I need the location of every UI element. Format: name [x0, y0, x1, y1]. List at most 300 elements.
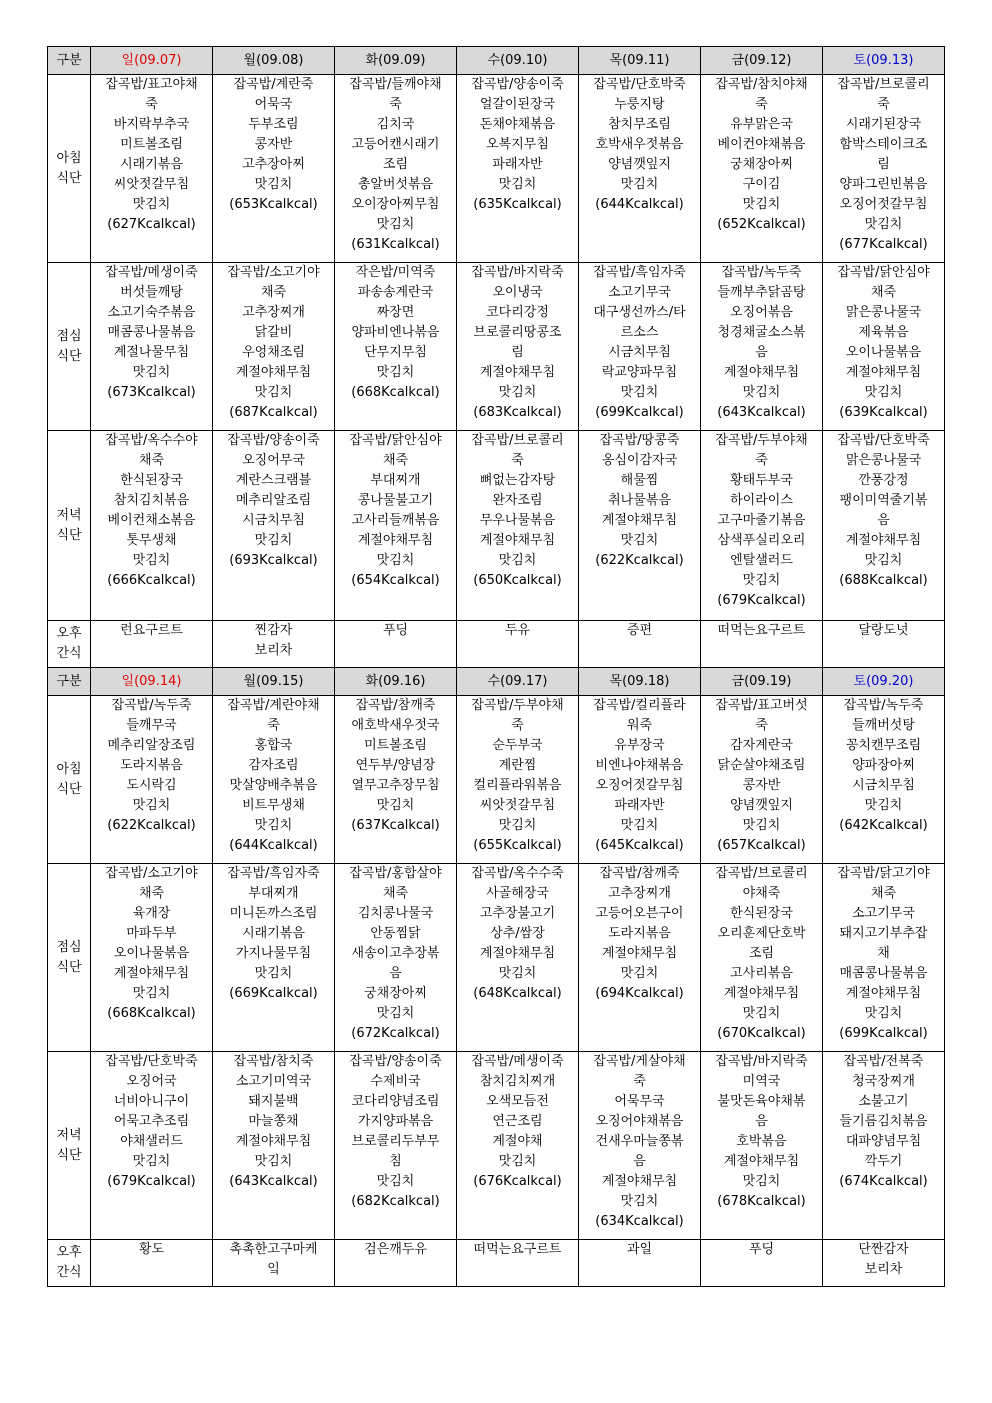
menu-item: 잡곡밥/옥수수죽	[471, 866, 564, 881]
day-header: 일(09.07)	[91, 47, 213, 75]
menu-item: 맛김치	[254, 177, 293, 192]
breakfast-cell	[701, 75, 823, 263]
dinner-cell	[335, 1052, 457, 1240]
menu-item: 죽	[755, 453, 768, 468]
menu-item: 총알버섯볶음	[357, 177, 434, 192]
menu-item: 잡곡밥/땅콩죽	[599, 433, 680, 448]
menu-item: 떠먹는요구르트	[717, 623, 806, 638]
meal-label-line: 오후	[56, 1245, 82, 1260]
dinner-cell	[823, 1052, 945, 1240]
snack-row	[48, 621, 945, 668]
lunch-cell	[701, 263, 823, 431]
menu-item: 잡곡밥/참깨죽	[355, 698, 436, 713]
menu-item: 계절야채무침	[723, 986, 800, 1001]
breakfast-cell	[823, 75, 945, 263]
menu-item: 고추장아찌	[242, 157, 305, 172]
dinner-row	[48, 431, 945, 621]
menu-item: 제육볶음	[858, 325, 909, 340]
menu-item: 죽	[511, 453, 524, 468]
menu-item: 마늘쫑채	[248, 1114, 299, 1129]
menu-item: 미니돈까스조림	[229, 906, 318, 921]
menu-item: (668Kcalkcal)	[351, 385, 440, 400]
menu-item: 잡곡밥/들깨야채	[349, 77, 442, 92]
menu-item: 오리훈제단호박	[717, 926, 806, 941]
breakfast-label	[48, 75, 91, 263]
menu-item: 두유	[504, 623, 531, 638]
menu-item: 콩나물불고기	[357, 493, 434, 508]
menu-item: 보리차	[254, 643, 293, 658]
menu-item: (652Kcalkcal)	[717, 217, 806, 232]
menu-item: 감자계란국	[730, 738, 793, 753]
menu-item: 연근조림	[492, 1114, 543, 1129]
breakfast-row	[48, 696, 945, 864]
dinner-cell	[457, 1052, 579, 1240]
menu-item: 대구생선까스/타	[593, 305, 686, 320]
lunch-cell	[335, 263, 457, 431]
menu-item: (644Kcalkcal)	[595, 197, 684, 212]
menu-item: (637Kcalkcal)	[351, 818, 440, 833]
menu-item: 맛김치	[498, 553, 537, 568]
menu-item: 맛김치	[864, 553, 903, 568]
menu-item: (676Kcalkcal)	[473, 1174, 562, 1189]
menu-item: 도시락김	[126, 778, 177, 793]
menu-item: (672Kcalkcal)	[351, 1026, 440, 1041]
menu-item: 보리차	[864, 1262, 903, 1277]
menu-item: 맛김치	[742, 385, 781, 400]
day-header: 목(09.11)	[579, 47, 701, 75]
menu-item: 푸딩	[382, 623, 409, 638]
menu-item: 맑은콩나물국	[845, 305, 922, 320]
breakfast-cell	[91, 75, 213, 263]
menu-item: 참치김치볶음	[113, 493, 190, 508]
menu-item: 맛김치	[864, 1006, 903, 1021]
menu-item: 시래기볶음	[120, 157, 183, 172]
day-header: 금(09.12)	[701, 47, 823, 75]
dinner-cell	[91, 1052, 213, 1240]
lunch-cell	[213, 864, 335, 1052]
menu-item: 메추리알장조림	[107, 738, 196, 753]
menu-item: 고추장찌개	[242, 305, 305, 320]
menu-item: 짜장면	[376, 305, 415, 320]
menu-item: 깐풍강정	[858, 473, 909, 488]
menu-item: 맛김치	[132, 986, 171, 1001]
menu-item: 단짠감자	[858, 1242, 909, 1257]
menu-item: 불맛돈육야채볶	[717, 1094, 806, 1109]
menu-item: 잡곡밥/참치야채	[715, 77, 808, 92]
menu-item: 잡곡밥/메생이죽	[471, 1054, 564, 1069]
dinner-cell	[213, 1052, 335, 1240]
breakfast-cell	[579, 696, 701, 864]
menu-item: 고추장불고기	[479, 906, 556, 921]
menu-item: 잡곡밥/참깨죽	[599, 866, 680, 881]
menu-item: 닭갈비	[254, 325, 293, 340]
menu-item: (645Kcalkcal)	[595, 838, 684, 853]
menu-item: 맛김치	[864, 798, 903, 813]
menu-item: (648Kcalkcal)	[473, 986, 562, 1001]
menu-item: (699Kcalkcal)	[595, 405, 684, 420]
weekly-meal-table	[47, 46, 945, 1287]
menu-item: 코다리양념조림	[351, 1094, 440, 1109]
menu-item: 오징어젓갈무침	[595, 778, 684, 793]
menu-item: 계절야채무침	[479, 365, 556, 380]
menu-item: (687Kcalkcal)	[229, 405, 318, 420]
menu-item: 잡곡밥/닭고기야	[837, 866, 930, 881]
meal-label-line: 아침	[56, 761, 82, 777]
menu-item: 양념깻잎지	[608, 157, 671, 172]
menu-item: 계절야채	[492, 1134, 543, 1149]
day-header: 월(09.08)	[213, 47, 335, 75]
menu-item: 구이김	[742, 177, 781, 192]
menu-item: 잡곡밥/양송이죽	[227, 433, 320, 448]
snack-cell	[823, 621, 945, 668]
day-header: 목(09.18)	[579, 668, 701, 696]
header-label: 구분	[48, 668, 91, 696]
menu-item: 채	[877, 946, 890, 961]
menu-item: 맛김치	[742, 1006, 781, 1021]
menu-item: 양파그린빈볶음	[839, 177, 928, 192]
dinner-cell	[579, 1052, 701, 1240]
menu-item: 잡곡밥/단호박죽	[837, 433, 930, 448]
menu-item: 삼색푸실리오리	[717, 533, 806, 548]
meal-label-line: 오후	[56, 626, 82, 641]
week-header-row	[48, 47, 945, 75]
menu-item: 브로콜리땅콩조	[473, 325, 562, 340]
menu-item: 맛김치	[742, 1174, 781, 1189]
snack-row	[48, 1240, 945, 1287]
menu-item: 맛김치	[498, 177, 537, 192]
menu-item: 들깨무국	[126, 718, 177, 733]
menu-item: 비트무생채	[242, 798, 305, 813]
menu-item: 채죽	[382, 453, 409, 468]
menu-item: 침	[389, 1154, 402, 1169]
header-label: 구분	[48, 47, 91, 75]
menu-item: 맛김치	[376, 365, 415, 380]
menu-item: 맛김치	[376, 1006, 415, 1021]
lunch-cell	[579, 263, 701, 431]
menu-item: (693Kcalkcal)	[229, 553, 318, 568]
menu-item: 두부조림	[248, 117, 299, 132]
menu-item: 계절야채무침	[235, 1134, 312, 1149]
menu-item: 죽	[267, 718, 280, 733]
menu-item: 팽이미역줄기볶	[839, 493, 928, 508]
menu-item: 음	[755, 1114, 768, 1129]
menu-item: (634Kcalkcal)	[595, 1214, 684, 1229]
menu-item: 맛김치	[254, 1154, 293, 1169]
menu-item: 잡곡밥/두부야채	[715, 433, 808, 448]
menu-item: 가지나물무침	[235, 946, 312, 961]
menu-item: 들깨부추닭곰탕	[717, 285, 806, 300]
lunch-cell	[457, 263, 579, 431]
menu-item: 계절야채무침	[845, 365, 922, 380]
menu-item: 한식된장국	[120, 473, 183, 488]
menu-item: 청국장찌개	[852, 1074, 915, 1089]
menu-item: 림	[511, 345, 524, 360]
menu-item: 맛김치	[620, 818, 659, 833]
menu-item: 시래기볶음	[242, 926, 305, 941]
menu-item: 코다리강정	[486, 305, 549, 320]
menu-item: 잡곡밥/메생이죽	[105, 265, 198, 280]
breakfast-cell	[579, 75, 701, 263]
lunch-cell	[213, 263, 335, 431]
snack-cell	[579, 621, 701, 668]
breakfast-cell	[701, 696, 823, 864]
menu-item: 죽	[389, 97, 402, 112]
menu-item: 건새우마늘쫑볶	[595, 1134, 684, 1149]
menu-item: (639Kcalkcal)	[839, 405, 928, 420]
menu-item: 황도	[138, 1242, 165, 1257]
menu-item: 너비아니구이	[113, 1094, 190, 1109]
dinner-cell	[91, 431, 213, 621]
menu-item: 계란찜	[498, 758, 537, 773]
lunch-cell	[823, 263, 945, 431]
menu-item: 고등어캔시래기	[351, 137, 440, 152]
menu-item: 파송송계란국	[357, 285, 434, 300]
menu-item: 한식된장국	[730, 906, 793, 921]
menu-item: 오이냉국	[492, 285, 543, 300]
menu-item: 음	[633, 1154, 646, 1169]
meal-label-line: 저녁	[56, 507, 82, 523]
snack-cell	[91, 621, 213, 668]
menu-item: 잡곡밥/컬리플라	[593, 698, 686, 713]
snack-label	[48, 1240, 91, 1287]
menu-item: 하이라이스	[730, 493, 793, 508]
menu-item: (679Kcalkcal)	[717, 593, 806, 608]
lunch-cell	[91, 864, 213, 1052]
menu-item: 워죽	[626, 718, 653, 733]
menu-item: 런요구르트	[120, 623, 183, 638]
menu-item: 어묵국	[254, 97, 293, 112]
menu-item: 조림	[748, 946, 775, 961]
menu-item: (643Kcalkcal)	[717, 405, 806, 420]
breakfast-cell	[213, 75, 335, 263]
menu-item: 맛김치	[620, 533, 659, 548]
menu-item: 사골해장국	[486, 886, 549, 901]
menu-item: 오이나물볶음	[845, 345, 922, 360]
menu-item: 마파두부	[126, 926, 177, 941]
menu-item: 르소스	[620, 325, 659, 340]
menu-item: 잡곡밥/닭안심야	[837, 265, 930, 280]
menu-item: 오이장아찌무침	[351, 197, 440, 212]
menu-item: 계절야채무침	[479, 946, 556, 961]
menu-item: 계절야채무침	[479, 533, 556, 548]
menu-item: (657Kcalkcal)	[717, 838, 806, 853]
menu-item: 유부맑은국	[730, 117, 793, 132]
day-header: 월(09.15)	[213, 668, 335, 696]
day-header: 일(09.14)	[91, 668, 213, 696]
menu-item: 야채죽	[742, 886, 781, 901]
menu-item: 들깨버섯탕	[852, 718, 915, 733]
menu-item: 죽	[755, 718, 768, 733]
menu-item: 잡곡밥/양송이죽	[349, 1054, 442, 1069]
menu-item: (627Kcalkcal)	[107, 217, 196, 232]
menu-item: (670Kcalkcal)	[717, 1026, 806, 1041]
menu-item: 해물찜	[620, 473, 659, 488]
menu-item: 시래기된장국	[845, 117, 922, 132]
menu-item: (631Kcalkcal)	[351, 237, 440, 252]
menu-item: 콩자반	[254, 137, 293, 152]
menu-item: 홍합국	[254, 738, 293, 753]
menu-item: (674Kcalkcal)	[839, 1174, 928, 1189]
menu-item: 꽁치캔무조림	[845, 738, 922, 753]
menu-item: 오징어볶음	[730, 305, 793, 320]
menu-item: 검은깨두유	[364, 1242, 427, 1257]
menu-item: 호박볶음	[736, 1134, 787, 1149]
menu-item: 양파비엔나볶음	[351, 325, 440, 340]
menu-item: 계절나물무침	[113, 345, 190, 360]
menu-item: 매콤콩나물볶음	[107, 325, 196, 340]
day-header: 화(09.16)	[335, 668, 457, 696]
menu-item: 맛김치	[132, 197, 171, 212]
menu-item: (643Kcalkcal)	[229, 1174, 318, 1189]
menu-item: 계절야채무침	[723, 365, 800, 380]
dinner-cell	[823, 431, 945, 621]
menu-item: 소불고기	[858, 1094, 909, 1109]
lunch-label	[48, 263, 91, 431]
menu-item: 맛김치	[376, 553, 415, 568]
meal-label-line: 저녁	[56, 1127, 82, 1143]
menu-item: 김치국	[376, 117, 415, 132]
menu-item: 육개장	[132, 906, 171, 921]
menu-item: 맛김치	[132, 1154, 171, 1169]
menu-item: 잡곡밥/흑임자죽	[593, 265, 686, 280]
menu-item: (688Kcalkcal)	[839, 573, 928, 588]
menu-item: 맛김치	[620, 1194, 659, 1209]
meal-label-line: 점심	[56, 328, 82, 344]
menu-item: 씨앗젓갈무침	[113, 177, 190, 192]
menu-item: 잡곡밥/홍합살야	[349, 866, 442, 881]
menu-item: 무우나물볶음	[479, 513, 556, 528]
menu-item: (682Kcalkcal)	[351, 1194, 440, 1209]
menu-item: 시금치무침	[608, 345, 671, 360]
menu-item: 잡곡밥/브로콜리	[837, 77, 930, 92]
dinner-label	[48, 431, 91, 621]
menu-item: 소고기미역국	[235, 1074, 312, 1089]
menu-item: 닭순살야채조림	[717, 758, 806, 773]
menu-item: 브로콜리두부무	[351, 1134, 440, 1149]
menu-item: 죽	[877, 97, 890, 112]
menu-item: 들기름김치볶음	[839, 1114, 928, 1129]
menu-item: 취나물볶음	[608, 493, 671, 508]
menu-item: 음	[389, 966, 402, 981]
dinner-label	[48, 1052, 91, 1240]
menu-item: (677Kcalkcal)	[839, 237, 928, 252]
menu-item: 오징어국	[126, 1074, 177, 1089]
meal-label-line: 식단	[56, 170, 82, 186]
dinner-cell	[579, 431, 701, 621]
menu-item: 궁채장아찌	[364, 986, 427, 1001]
meal-label-line: 식단	[56, 781, 82, 797]
menu-item: 맛김치	[620, 177, 659, 192]
menu-item: 맛김치	[254, 818, 293, 833]
menu-item: 잡곡밥/단호박죽	[593, 77, 686, 92]
menu-item: 안동찜닭	[370, 926, 421, 941]
menu-item: 버섯들깨탕	[120, 285, 183, 300]
snack-cell	[701, 1240, 823, 1287]
menu-item: 잡곡밥/양송이죽	[471, 77, 564, 92]
menu-item: 조림	[382, 157, 409, 172]
menu-item: 잡곡밥/녹두죽	[111, 698, 192, 713]
meal-label-line: 식단	[56, 959, 82, 975]
menu-item: 잡곡밥/닭안심야	[349, 433, 442, 448]
menu-item: 도라지볶음	[608, 926, 671, 941]
day-header: 수(09.17)	[457, 668, 579, 696]
menu-item: 새송이고추장볶	[351, 946, 440, 961]
menu-item: 옹심이감자국	[601, 453, 678, 468]
menu-item: 죽	[145, 97, 158, 112]
menu-item: 파래자반	[614, 798, 665, 813]
menu-item: (683Kcalkcal)	[473, 405, 562, 420]
breakfast-cell	[213, 696, 335, 864]
menu-item: 완자조림	[492, 493, 543, 508]
snack-cell	[213, 1240, 335, 1287]
menu-item: 채죽	[260, 285, 287, 300]
menu-item: 채죽	[870, 285, 897, 300]
menu-item: 림	[877, 157, 890, 172]
breakfast-cell	[335, 75, 457, 263]
menu-item: (622Kcalkcal)	[107, 818, 196, 833]
lunch-cell	[335, 864, 457, 1052]
menu-item: (668Kcalkcal)	[107, 1006, 196, 1021]
meal-label-line: 점심	[56, 939, 82, 955]
menu-item: 잡곡밥/흑임자죽	[227, 866, 320, 881]
menu-item: (642Kcalkcal)	[839, 818, 928, 833]
menu-item: 바지락부추국	[113, 117, 190, 132]
menu-item: 음	[877, 513, 890, 528]
menu-item: 락교양파무침	[601, 365, 678, 380]
day-header: 금(09.19)	[701, 668, 823, 696]
menu-item: (666Kcalkcal)	[107, 573, 196, 588]
menu-item: 맛김치	[132, 553, 171, 568]
menu-item: 부대찌개	[370, 473, 421, 488]
lunch-row	[48, 263, 945, 431]
dinner-cell	[701, 431, 823, 621]
breakfast-cell	[457, 75, 579, 263]
menu-item: 얼갈이된장국	[479, 97, 556, 112]
dinner-cell	[335, 431, 457, 621]
breakfast-cell	[457, 696, 579, 864]
menu-item: (673Kcalkcal)	[107, 385, 196, 400]
menu-item: 상추/쌈장	[490, 926, 545, 941]
menu-item: (653Kcalkcal)	[229, 197, 318, 212]
menu-item: 대파양념무침	[845, 1134, 922, 1149]
menu-item: 수제비국	[370, 1074, 421, 1089]
menu-item: 김치콩나물국	[357, 906, 434, 921]
dinner-cell	[701, 1052, 823, 1240]
menu-item: (699Kcalkcal)	[839, 1026, 928, 1041]
menu-item: 고추장찌개	[608, 886, 671, 901]
menu-item: 맛김치	[132, 365, 171, 380]
menu-item: 오색모듬전	[486, 1094, 549, 1109]
meal-label-line: 식단	[56, 1147, 82, 1163]
menu-item: 고구마줄기볶음	[717, 513, 806, 528]
menu-item: 채죽	[138, 886, 165, 901]
menu-item: 잡곡밥/표고버섯	[715, 698, 808, 713]
menu-item: 미트볼조림	[364, 738, 427, 753]
breakfast-label	[48, 696, 91, 864]
menu-item: 음	[755, 345, 768, 360]
menu-item: 맛김치	[498, 1154, 537, 1169]
menu-item: 증편	[626, 623, 653, 638]
menu-item: 맛김치	[498, 966, 537, 981]
menu-item: 잡곡밥/브로콜리	[715, 866, 808, 881]
menu-item: 맛김치	[742, 818, 781, 833]
menu-item: 오복지무침	[486, 137, 549, 152]
menu-item: 맛김치	[742, 197, 781, 212]
menu-item: 잡곡밥/두부야채	[471, 698, 564, 713]
snack-cell	[823, 1240, 945, 1287]
menu-item: 맛김치	[498, 385, 537, 400]
menu-item: 양파장아찌	[852, 758, 915, 773]
